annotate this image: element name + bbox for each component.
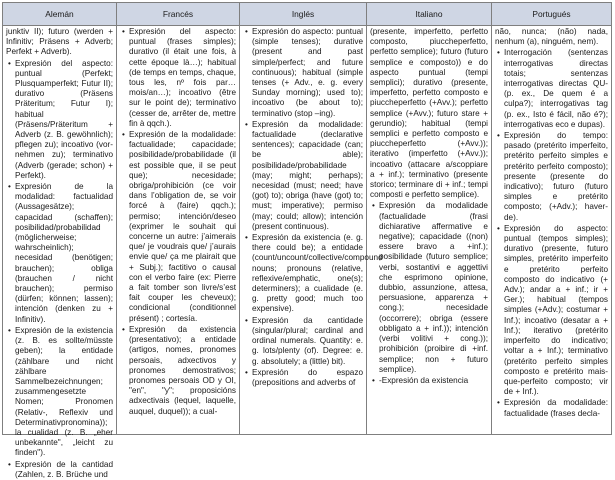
text-paragraph: junktiv II); futuro (werden + Infinitiv; Präsens + Adverb; Perfekt + Adverb). [6,27,113,57]
bullet-item: • Expresión do tempo: pasado (pretérito imperfeito, pretérito perfeito simples e pretérito perfeito composto); presente (presente do indicativo); futuro (futuro simples e pretérito composto; (+Adv.); haver-de). [495,131,608,223]
header-aleman: Alemán [3,3,117,26]
bullet-item: • Expresión de la existencia (z. B. es sollte/müsste geben); la entidade (zählbare und nicht zählbare Sammelbezeichnungen; zusammengesetzte Nomen; Pronomen (Relativ-, Reflexiv und Determinativpronomina)); la cualidad (z. B. „eher unbekannte", „leicht zu finden"). [6,326,113,459]
bullet-item: • Interrogación (sentenzas interrogativas directas totais; sentenzas interrogativas directas QU- (p. ex., De quem é a culpa?); interrogativas tag (p. ex., Isto é fácil, não é?); interrogativas eco e dupas). [495,48,608,130]
header-frances: Francés [117,3,240,26]
cell-frances [117,26,240,435]
cell-italiano [367,26,492,435]
header-portugues: Portugués [492,3,612,26]
bullet-item: • Expresión da existencia (presentativo); a entidade (artigos, nomes, pronomes persoais, adxectivos y pronomes demostrativos; pronomes persoais OD y OI, "en", "y"; proposicións adxectivais (lequel, laquelle, auquel, duquel)); a cual- [120,325,236,417]
bullet-item: • Expresión do espazo (prepositions and adverbs of [243,368,363,388]
bullet-item: • -Expresión da existencia [370,376,488,386]
language-comparison-table [2,2,612,479]
header-ingles: Inglés [240,3,367,26]
bullet-item: • Expresión del aspecto: puntual (Perfekt; Plusquamperfekt; Futur II); durativo (Präsens Präteritum; Futur I); habitual (Präsens/Präteritum + Adverb (z. B. gewöhnlich); pflegen zu); incoativo (vor-nehmen zu); terminativo (Adverb (gerade; schon) + Perfekt). [6,59,113,181]
header-italiano: Italiano [367,3,492,26]
text-paragraph: (presente, imperfetto, perfetto composto, piuccheperfetto, perfetto semplice); futuro (futuro semplice e composto)) e do aspecto puntual (tempi semplici); durativo (presente, imperfetto, perfetto composto e piuccheperfetto (+Avv.); perfetto semplice (+Avv.); futuro stare + gerundio); habitual (tempi semplici e perfetto composto e piuccheperfetto (+Avv.)); iterativo (imperfetto (+Avv.)); incoativo (attacare a/scoppiare a + inf.); terminativo (presente storico; terminare di + inf.; tempi composti e perfetto semplice). [370,27,488,200]
content-row [3,26,612,435]
bullet-item: • Expresión de la modalidade: factualidade; capacidade; posibilidade/probabilidade (il est possible que, il se peut que); necesidade; obriga/prohibición (ce voir dans l’obligation de, se voir forcé à (faire) qqch.); permiso; intención/deseo (exprimer le souhait qui concerne un autre: j’aimerais que/ je voudrais que/ j’aurais envie que/ ça me plairait que + Subj.); factitivo o causal con el verbo faire (ex: Pierre a fait tomber son livre/s’est fait couper les cheveux); condicional (conditionnel présent) ; cortesía. [120,130,236,324]
bullet-item: • Expresión de la modalidad: factualidad (Aussagesätze); capacidad (schaffen); posibilidad/probabilidad (möglicherweise; wahrscheinlich); necesidad (benötigen; brauchen); obliga (brauchen / nicht brauchen); permiso (dürfen; können; lassen); intención (denken zu + Infinitiv). [6,182,113,325]
cell-portugues [492,26,612,435]
bullet-item: • Expresión da modalidade: factualidade (frases decla- [495,398,608,418]
bullet-item: • Expresión del aspecto: puntual (frases simples); durativo (il était une fois, à cette époque là…); habitual (de temps en temps, chaque, tous les, nº fois par… mois/an…); incoativo (être sur le point de); terminativo (cesser de, arrêter de, mettre fin à qqch.). [120,27,236,129]
bullet-item: • Expresión da cantidade (singular/plural; cardinal and ordinal numerals. Quantity: e. g. lots/plenty (of). Degree: e. g. absolutely; a (little) bit). [243,316,363,367]
bullet-item: • Expresión do aspecto: puntual (tempos simples); durativo (presente, futuro simples, pretérito imperfeito e pretérito perfeito composto do indicativo (+ Adv.); andar a + inf.; ir + Ger.); habitual (tempos simples (+Adv.); costumar + Inf.); incoativo (desatar a + Inf.); iterativo (pretérito imperfeito do indicativo; voltar a + Inf.); terminativo (pretérito perfeito simples composto e pretérito mais-que-perfeito composto; vir de + Inf.). [495,224,608,397]
bullet-item: • Expresión da modalidade (factualidade (frasi dichiarative affermative e negative); capacidade ((non) essere bravo a +inf.); posibilidade (futuro semplice; verbi, sostantivi e aggettivi che esprimono opinione, dubbio, assunzione, attesa, persuasione, apparenza + cong.); necesidade (occorrere); obriga (essere obbligato a + inf.)); intención (verbi volitivi + cong.)); prohibición (proibire di +inf. semplice; non + futuro semplice). [370,201,488,374]
bullet-item: • Expresión de la cantidad (Zahlen, z. B. Brüche und [6,460,113,480]
cell-ingles [240,26,383,435]
cell-aleman [3,26,117,479]
bullet-item: • Expresión da existencia (e. g. there could be); a entidade (count/uncount/collective/compound nouns; pronouns (relative, reflexive/emphatic, one(s); determiners); a cualidade (e. g. pretty good; much too expensive). [243,233,363,315]
bullet-item: • Expresión do aspecto: puntual (simple tenses); durative (present and past simple/perfect; and future continuous); habitual (simple tenses (+ Adv., e. g. every Sunday morning); used to); incoativo (be about to); terminativo (stop –ing). [243,27,363,119]
text-paragraph: não, nunca; (não) nada, nenhum (a), ninguém, nem). [495,27,608,47]
header-row [3,3,612,26]
bullet-item: • Expresión da modalidade: factualidade (declarative sentences); capacidade (can; be able); posibilidade/probabilidade (may; might; perhaps); necesidad (must; need; have (got) to); obriga (have (got) to; must; imperative); permiso (may; could; allow); intención (present continuous). [243,120,363,232]
